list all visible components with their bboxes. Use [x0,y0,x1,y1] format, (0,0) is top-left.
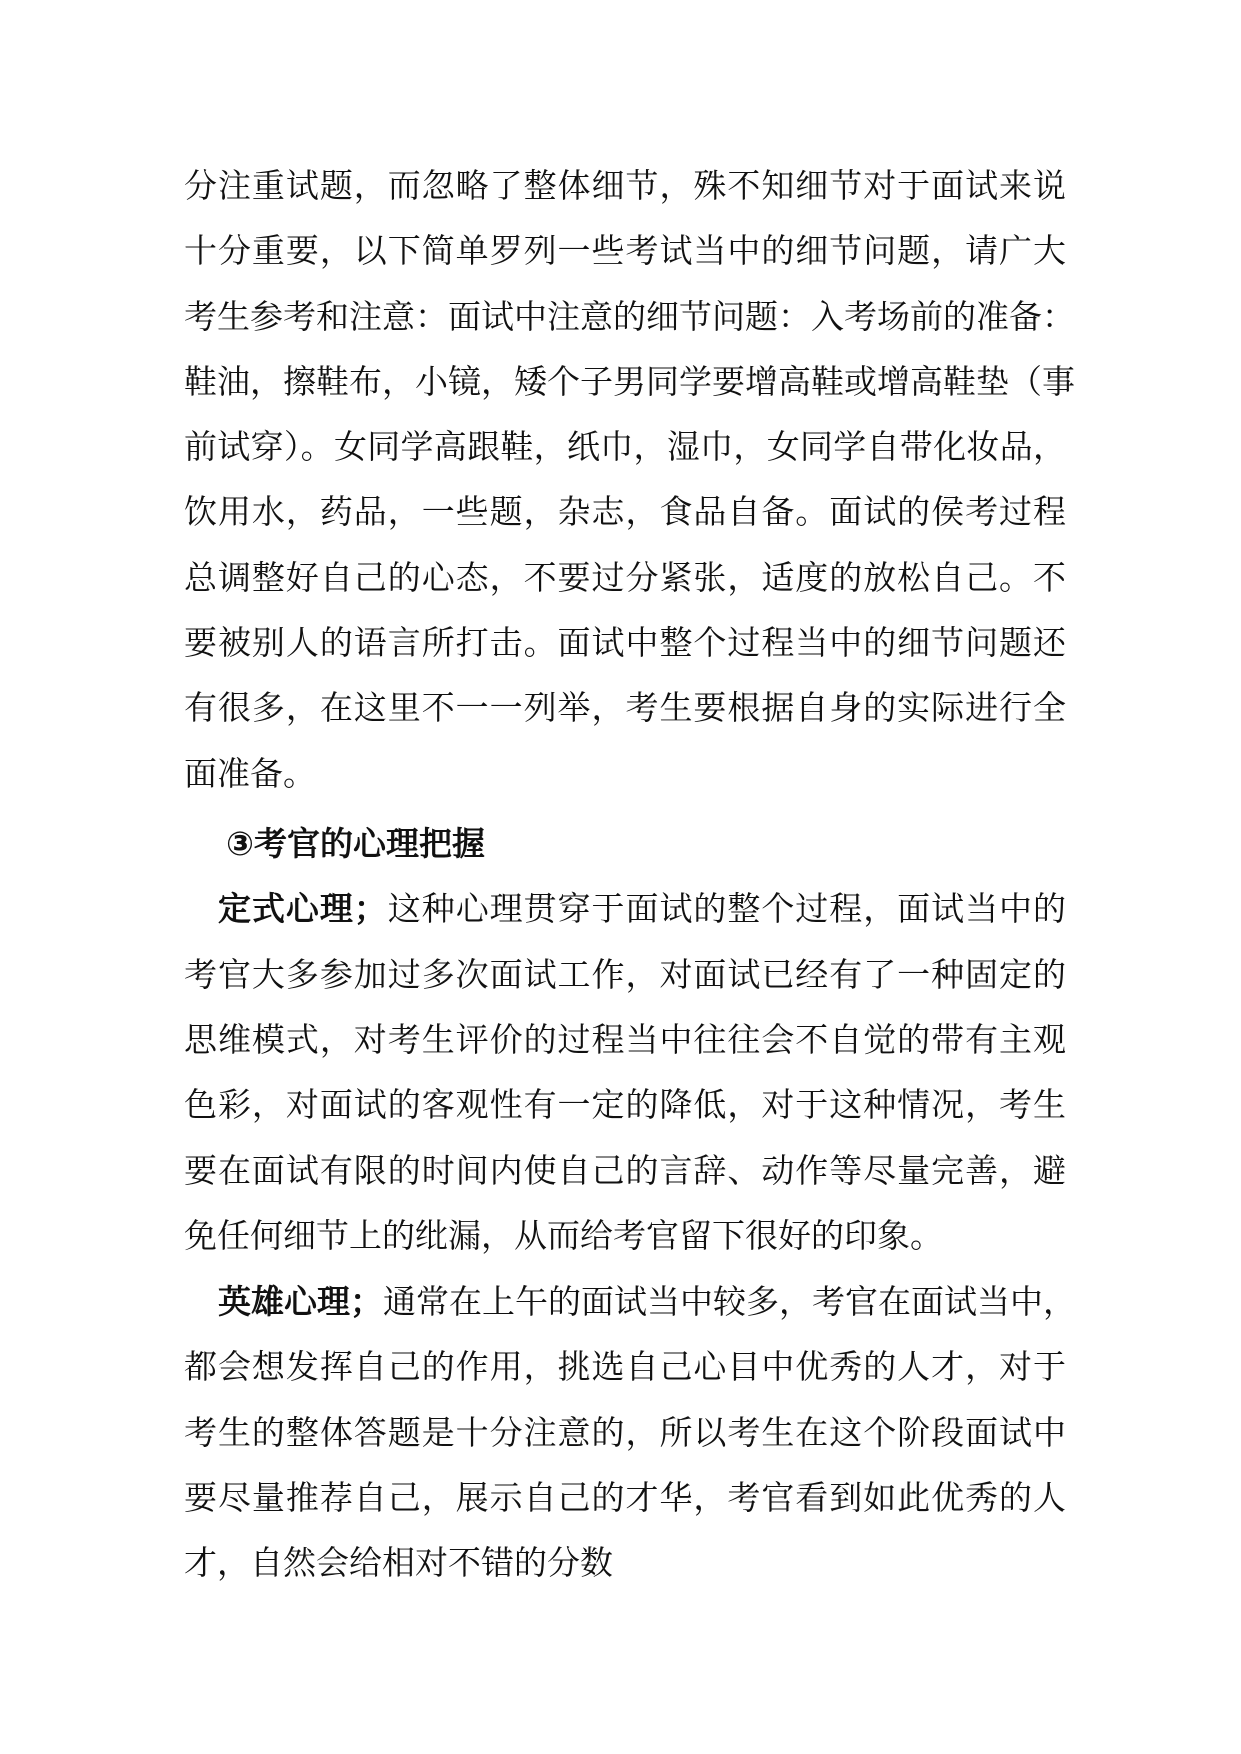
body-line: 饮用水，药品，一些题，杂志，食品自备。面试的侯考过程 [184,492,1066,531]
body-line: 色彩，对面试的客观性有一定的降低，对于这种情况，考生 [184,1085,1066,1124]
body-line: 要尽量推荐自己，展示自己的才华，考官看到如此优秀的人 [184,1478,1066,1517]
body-line: 考官大多参加过多次面试工作，对面试已经有了一种固定的 [184,955,1066,994]
body-line: 思维模式，对考生评价的过程当中往往会不自觉的带有主观 [184,1020,1066,1059]
section-heading: ③考官的心理把握 [226,824,485,863]
body-line: 面准备。 [184,754,316,793]
body-line: 十分重要，以下简单罗列一些考试当中的细节问题，请广大 [184,231,1066,270]
paragraph-text: 这种心理贯穿于面试的整个过程，面试当中的 [386,889,1067,928]
body-line: 都会想发挥自己的作用，挑选自己心目中优秀的人才，对于 [184,1347,1066,1386]
body-line: 鞋油，擦鞋布，小镜，矮个子男同学要增高鞋或增高鞋垫（事 [184,362,1075,401]
paragraph-first-line [218,889,1066,929]
paragraph-lead: 英雄心理； [218,1282,383,1321]
body-line: 有很多，在这里不一一列举，考生要根据自身的实际进行全 [184,688,1066,727]
body-line: 总调整好自己的心态，不要过分紧张，适度的放松自己。不 [184,558,1066,597]
body-line: 免任何细节上的纰漏，从而给考官留下很好的印象。 [184,1216,943,1255]
paragraph-first-line [218,1282,1076,1322]
paragraph-text: 通常在上午的面试当中较多，考官在面试当中， [383,1282,1076,1321]
body-line: 要在面试有限的时间内使自己的言辞、动作等尽量完善，避 [184,1151,1066,1190]
body-line: 要被别人的语言所打击。面试中整个过程当中的细节问题还 [184,623,1066,662]
paragraph-lead: 定式心理； [218,889,387,928]
body-line: 分注重试题，而忽略了整体细节，殊不知细节对于面试来说 [184,166,1066,205]
body-line: 才，自然会给相对不错的分数 [184,1543,613,1582]
body-line: 前试穿）。女同学高跟鞋，纸巾，湿巾，女同学自带化妆品， [184,427,1066,466]
body-line: 考生参考和注意：面试中注意的细节问题：入考场前的准备： [184,297,1075,336]
body-line: 考生的整体答题是十分注意的，所以考生在这个阶段面试中 [184,1413,1066,1452]
